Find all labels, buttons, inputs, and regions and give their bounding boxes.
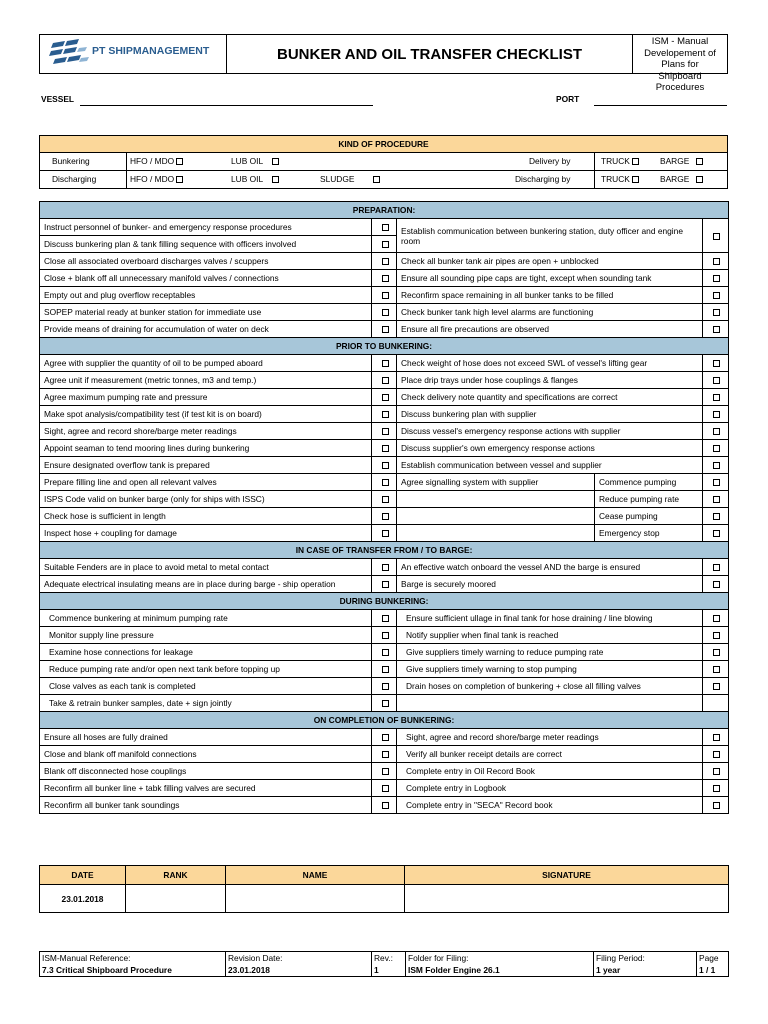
section-during-bunkering: DURING BUNKERING: [40,593,729,610]
checkbox-icon[interactable] [696,176,703,183]
checklist-item-right: Check weight of hose does not exceed SWL of vessel's lifting gear [397,355,703,372]
checklist-item-right: Check bunker tank high level alarms are functioning [397,304,703,321]
checklist-row [40,287,729,304]
checklist-item-left: Agree unit if measurement (metric tonnes, m3 and temp.) [40,372,372,389]
checkbox-cell[interactable] [372,576,397,593]
checkbox-icon[interactable] [713,666,720,673]
checkbox-cell[interactable] [703,389,729,406]
checkbox-icon[interactable] [382,462,389,469]
vessel-field[interactable] [80,105,373,106]
discharging-truck-option[interactable]: TRUCK [601,174,639,184]
checkbox-cell[interactable] [372,304,397,321]
section-prior-to-bunkering: PRIOR TO BUNKERING: [40,338,729,355]
section-barge-transfer: IN CASE OF TRANSFER FROM / TO BARGE: [40,542,729,559]
footer-revno-header: Rev.: [372,952,406,965]
checklist-item-left: Sight, agree and record shore/barge meter readings [40,423,372,440]
checkbox-icon[interactable] [713,785,720,792]
checklist-row [40,746,729,763]
checkbox-cell[interactable] [372,695,397,712]
company-logo [40,35,227,73]
discharging-by-label: Discharging by [515,174,571,184]
checkbox-icon[interactable] [713,751,720,758]
checkbox-icon[interactable] [382,496,389,503]
checkbox-icon[interactable] [382,615,389,622]
checklist-item-right: Complete entry in Logbook [397,780,703,797]
checkbox-icon[interactable] [382,530,389,537]
discharging-hfo-option[interactable]: HFO / MDO [130,174,183,184]
checklist-item-left: Ensure all hoses are fully drained [40,729,372,746]
checklist-row [40,372,729,389]
checkbox-cell[interactable] [372,729,397,746]
checklist-item-left: Monitor supply line pressure [40,627,372,644]
checklist-item-right: Drain hoses on completion of bunkering + close all filling valves [397,678,703,695]
checkbox-cell[interactable] [703,406,729,423]
checkbox-cell[interactable] [703,508,729,525]
rank-field[interactable] [126,885,226,913]
checklist-item-right: Complete entry in Oil Record Book [397,763,703,780]
checkbox-icon[interactable] [382,445,389,452]
checklist-item-right: Place drip trays under hose couplings & flanges [397,372,703,389]
checkbox-cell[interactable] [372,389,397,406]
checkbox-icon[interactable] [713,564,720,571]
checkbox-icon[interactable] [713,734,720,741]
port-label: PORT [556,94,580,104]
checkbox-icon[interactable] [382,564,389,571]
checklist-row [40,763,729,780]
checkbox-cell[interactable] [372,270,397,287]
checklist-item-right: Discuss vessel's emergency response actions with supplier [397,423,703,440]
checkbox-cell[interactable] [372,406,397,423]
discharging-barge-option[interactable]: BARGE [660,174,703,184]
checklist-item-left: Discuss bunkering plan & tank filling sequence with officers involved [40,236,372,253]
signal-item: Emergency stop [595,525,703,542]
checklist-item-right: Check delivery note quantity and specifications are correct [397,389,703,406]
checkbox-cell[interactable] [703,321,729,338]
delivery-by-label: Delivery by [529,156,571,166]
checkbox-cell[interactable] [703,372,729,389]
checkbox-cell[interactable] [372,253,397,270]
checklist-item-right: An effective watch onboard the vessel AND the barge is ensured [397,559,703,576]
checklist-item-left: Reduce pumping rate and/or open next tank before topping up [40,661,372,678]
footer-ref-value: 7.3 Critical Shipboard Procedure [40,964,226,977]
checkbox-cell[interactable] [372,610,397,627]
checkbox-cell[interactable] [703,304,729,321]
checklist-row [40,576,729,593]
checkbox-icon[interactable] [713,462,720,469]
checklist-item-right: Discuss supplier's own emergency response actions [397,440,703,457]
checkbox-icon[interactable] [713,309,720,316]
checklist-row [40,661,729,678]
checkbox-cell[interactable] [703,610,729,627]
checkbox-icon[interactable] [713,377,720,384]
checkbox-icon[interactable] [382,581,389,588]
checkbox-icon[interactable] [272,158,279,165]
checkbox-cell[interactable] [372,627,397,644]
checkbox-cell[interactable] [703,729,729,746]
discharging-row [40,171,727,188]
checkbox-icon[interactable] [713,632,720,639]
checkbox-cell[interactable] [703,780,729,797]
checklist-item-right [397,491,595,508]
checkbox-icon[interactable] [382,309,389,316]
discharging-sludge-option[interactable]: SLUDGE [320,174,380,184]
checklist-row [40,508,729,525]
checkbox-icon[interactable] [382,377,389,384]
checklist-item-right: Ensure sufficient ullage in final tank for hose draining / line blowing [397,610,703,627]
checkbox-cell[interactable] [703,440,729,457]
checkbox-cell[interactable] [372,355,397,372]
checkbox-cell[interactable] [372,491,397,508]
checklist-row [40,389,729,406]
checkbox-cell[interactable] [703,525,729,542]
checkbox-icon[interactable] [382,751,389,758]
checkbox-cell[interactable] [372,559,397,576]
checklist-row [40,219,729,236]
checkbox-cell[interactable] [703,678,729,695]
checklist-item-left: Close all associated overboard discharges valves / scuppers [40,253,372,270]
checkbox-icon[interactable] [382,632,389,639]
footer-rev-value: 23.01.2018 [226,964,372,977]
checklist-item-right: Notify supplier when final tank is reached [397,627,703,644]
signal-item: Commence pumping [595,474,703,491]
checkbox-cell[interactable] [703,423,729,440]
checkbox-cell[interactable] [372,440,397,457]
checkbox-icon[interactable] [382,768,389,775]
checkbox-cell[interactable] [372,525,397,542]
ism-line-3: Shipboard Procedures [655,70,705,93]
checkbox-icon[interactable] [713,292,720,299]
checklist-item-right: Give suppliers timely warning to reduce pumping rate [397,644,703,661]
checkbox-icon[interactable] [382,666,389,673]
checkbox-icon[interactable] [713,530,720,537]
checkbox-cell[interactable] [372,763,397,780]
checkbox-cell[interactable] [703,355,729,372]
checkbox-cell[interactable] [372,457,397,474]
checklist-row [40,559,729,576]
checkbox-icon[interactable] [382,513,389,520]
checklist-row [40,695,729,712]
checklist-row [40,627,729,644]
checkbox-icon[interactable] [176,176,183,183]
document-header [39,34,728,93]
checkbox-cell[interactable] [703,746,729,763]
checklist-item-right [397,508,595,525]
bunkering-row [40,153,727,171]
checkbox-icon[interactable] [696,158,703,165]
checkbox-icon[interactable] [382,292,389,299]
checklist-row [40,491,729,508]
checklist-row [40,644,729,661]
checklist-item-left: Close + blank off all unnecessary manifold valves / connections [40,270,372,287]
checkbox-icon[interactable] [713,581,720,588]
checkbox-cell[interactable] [703,797,729,814]
checkbox-cell[interactable] [703,474,729,491]
checklist-item-right [397,525,595,542]
checkbox-cell[interactable] [372,321,397,338]
checkbox-icon[interactable] [382,411,389,418]
bunkering-label: Bunkering [52,156,90,166]
checklist-item-left: Reconfirm all bunker tank soundings [40,797,372,814]
checkbox-cell[interactable] [703,270,729,287]
checklist-row [40,678,729,695]
checklist-item-left: Empty out and plug overflow receptables [40,287,372,304]
checkbox-cell[interactable] [372,644,397,661]
checkbox-icon[interactable] [713,649,720,656]
section-completion: ON COMPLETION OF BUNKERING: [40,712,729,729]
checklist-item-left: Check hose is sufficient in length [40,508,372,525]
discharging-lub-option[interactable]: LUB OIL [231,174,279,184]
checkbox-cell[interactable] [703,644,729,661]
checkbox-icon[interactable] [382,802,389,809]
checklist-item-right: Ensure all sounding pipe caps are tight, except when sounding tank [397,270,703,287]
bunkering-lub-option[interactable]: LUB OIL [231,156,279,166]
checklist-item-right: Verify all bunker receipt details are correct [397,746,703,763]
footer-revno-value: 1 [372,964,406,977]
checkbox-cell[interactable] [703,457,729,474]
checkbox-icon[interactable] [713,394,720,401]
checklist-item-left: Examine hose connections for leakage [40,644,372,661]
checkbox-cell[interactable] [703,491,729,508]
checkbox-icon[interactable] [713,683,720,690]
footer-folder-header: Folder for Filing: [406,952,594,965]
bunkering-truck-option[interactable]: TRUCK [601,156,639,166]
checkbox-icon[interactable] [382,700,389,707]
checklist-row [40,457,729,474]
checklist-row [40,355,729,372]
footer-page-value: 1 / 1 [697,964,729,977]
checkbox-icon[interactable] [373,176,380,183]
checklist-item-left: Commence bunkering at minimum pumping rate [40,610,372,627]
checkbox-cell[interactable] [372,372,397,389]
checkbox-cell[interactable] [703,219,729,253]
checkbox-cell[interactable] [703,763,729,780]
checkbox-icon[interactable] [713,326,720,333]
checkbox-cell[interactable] [372,797,397,814]
signature-header: SIGNATURE [405,866,729,885]
checklist-item-left: SOPEP material ready at bunker station for immediate use [40,304,372,321]
checkbox-icon[interactable] [713,233,720,240]
footer-table [39,951,729,977]
bunkering-barge-option[interactable]: BARGE [660,156,703,166]
checkbox-cell[interactable] [703,559,729,576]
checkbox-icon[interactable] [382,224,389,231]
checkbox-icon[interactable] [713,768,720,775]
empty-cell [703,695,729,712]
checklist-item-right [397,695,703,712]
checklist-row [40,440,729,457]
bunkering-hfo-option[interactable]: HFO / MDO [130,156,183,166]
checkbox-icon[interactable] [713,411,720,418]
checkbox-icon[interactable] [382,360,389,367]
checkbox-cell[interactable] [372,508,397,525]
checkbox-icon[interactable] [176,158,183,165]
checkbox-cell[interactable] [703,287,729,304]
checkbox-icon[interactable] [382,326,389,333]
name-header: NAME [226,866,405,885]
checklist-row [40,253,729,270]
checklist-row [40,423,729,440]
checkbox-icon[interactable] [382,428,389,435]
checkbox-icon[interactable] [713,496,720,503]
port-field[interactable] [594,105,727,106]
footer-period-header: Filing Period: [594,952,697,965]
checkbox-cell[interactable] [703,661,729,678]
checkbox-cell[interactable] [372,423,397,440]
checklist-item-right: Sight, agree and record shore/barge meter readings [397,729,703,746]
signature-table [39,865,729,913]
checkbox-icon[interactable] [382,275,389,282]
checkbox-cell[interactable] [372,746,397,763]
checkbox-cell[interactable] [372,678,397,695]
checkbox-icon[interactable] [382,734,389,741]
ism-reference-box [633,35,727,93]
checkbox-icon[interactable] [713,275,720,282]
checklist-item-left: Prepare filling line and open all relevant valves [40,474,372,491]
checklist-item-left: Agree maximum pumping rate and pressure [40,389,372,406]
checklist-row [40,304,729,321]
checklist-row [40,406,729,423]
checklist-item-right: Barge is securely moored [397,576,703,593]
checkbox-icon[interactable] [382,785,389,792]
checklist-row [40,474,729,491]
checklist-item-right: Complete entry in "SECA" Record book [397,797,703,814]
date-header: DATE [40,866,126,885]
checklist-item-left: Make spot analysis/compatibility test (if test kit is on board) [40,406,372,423]
checklist-item-left: ISPS Code valid on bunker barge (only for ships with ISSC) [40,491,372,508]
checklist-row [40,610,729,627]
logo-waves-icon [49,39,89,69]
vessel-label: VESSEL [41,94,75,104]
checkbox-icon[interactable] [713,513,720,520]
footer-page-header: Page [697,952,729,965]
checklist-table [39,201,729,814]
checkbox-cell[interactable] [372,661,397,678]
kind-of-procedure [39,135,728,189]
checklist-row [40,321,729,338]
checkbox-icon[interactable] [713,360,720,367]
checklist-row [40,270,729,287]
date-value: 23.01.2018 [40,885,126,913]
section-preparation: PREPARATION: [40,202,729,219]
checklist-item-right: Check all bunker tank air pipes are open + unblocked [397,253,703,270]
document-title: BUNKER AND OIL TRANSFER CHECKLIST [227,35,633,73]
footer-rev-header: Revision Date: [226,952,372,965]
checklist-item-left: Close valves as each tank is completed [40,678,372,695]
checklist-item-right: Discuss bunkering plan with supplier [397,406,703,423]
checklist-row [40,780,729,797]
checkbox-cell[interactable] [372,474,397,491]
checklist-item-left: Adequate electrical insulating means are in place during barge - ship operation [40,576,372,593]
checklist-item-left: Inspect hose + coupling for damage [40,525,372,542]
ism-line-2: Developement of Plans for [644,47,716,70]
checklist-item-right: Give suppliers timely warning to stop pumping [397,661,703,678]
checkbox-cell[interactable] [372,219,397,236]
checkbox-icon[interactable] [382,394,389,401]
checkbox-icon[interactable] [713,802,720,809]
checkbox-cell[interactable] [703,627,729,644]
rank-header: RANK [126,866,226,885]
footer-period-value: 1 year [594,964,697,977]
checklist-item-left: Take & retrain bunker samples, date + sign jointly [40,695,372,712]
name-field[interactable] [226,885,405,913]
checkbox-cell[interactable] [372,236,397,253]
ism-line-1: ISM - Manual [651,36,709,47]
checkbox-icon[interactable] [632,158,639,165]
signal-item: Cease pumping [595,508,703,525]
footer-ref-header: ISM-Manual Reference: [40,952,226,965]
checkbox-cell[interactable] [372,287,397,304]
checkbox-cell[interactable] [372,780,397,797]
checkbox-icon[interactable] [272,176,279,183]
checklist-row [40,525,729,542]
company-name: PT SHIPMANAGEMENT [92,45,210,57]
footer-folder-value: ISM Folder Engine 26.1 [406,964,594,977]
checklist-item-right: Ensure all fire precautions are observed [397,321,703,338]
checklist-item-left: Provide means of draining for accumulation of water on deck [40,321,372,338]
checkbox-icon[interactable] [713,615,720,622]
checkbox-icon[interactable] [382,683,389,690]
checkbox-icon[interactable] [713,428,720,435]
kind-title: KIND OF PROCEDURE [40,136,727,153]
checklist-item-left: Ensure designated overflow tank is prepared [40,457,372,474]
checkbox-icon[interactable] [713,258,720,265]
checklist-item-left: Blank off disconnected hose couplings [40,763,372,780]
checkbox-icon[interactable] [382,258,389,265]
checklist-item-right: Agree signalling system with supplier [397,474,595,491]
checklist-item-left: Instruct personnel of bunker- and emergency response procedures [40,219,372,236]
checkbox-cell[interactable] [703,576,729,593]
checklist-row [40,729,729,746]
checklist-item-right: Establish communication between bunkering station, duty officer and engine room [397,219,703,253]
checklist-item-left: Suitable Fenders are in place to avoid metal to metal contact [40,559,372,576]
checklist-item-left: Agree with supplier the quantity of oil to be pumped aboard [40,355,372,372]
checkbox-icon[interactable] [713,479,720,486]
checklist-item-right: Reconfirm space remaining in all bunker tanks to be filled [397,287,703,304]
checklist-item-left: Close and blank off manifold connections [40,746,372,763]
checkbox-icon[interactable] [382,649,389,656]
signature-field[interactable] [405,885,729,913]
checkbox-cell[interactable] [703,253,729,270]
checkbox-icon[interactable] [713,445,720,452]
signal-item: Reduce pumping rate [595,491,703,508]
discharging-label: Discharging [52,174,97,184]
checklist-row [40,797,729,814]
checkbox-icon[interactable] [382,241,389,248]
checklist-item-left: Appoint seaman to tend mooring lines during bunkering [40,440,372,457]
checkbox-icon[interactable] [382,479,389,486]
checklist-item-right: Establish communication between vessel and supplier [397,457,703,474]
checkbox-icon[interactable] [632,176,639,183]
checklist-item-left: Reconfirm all bunker line + tabk filling valves are secured [40,780,372,797]
